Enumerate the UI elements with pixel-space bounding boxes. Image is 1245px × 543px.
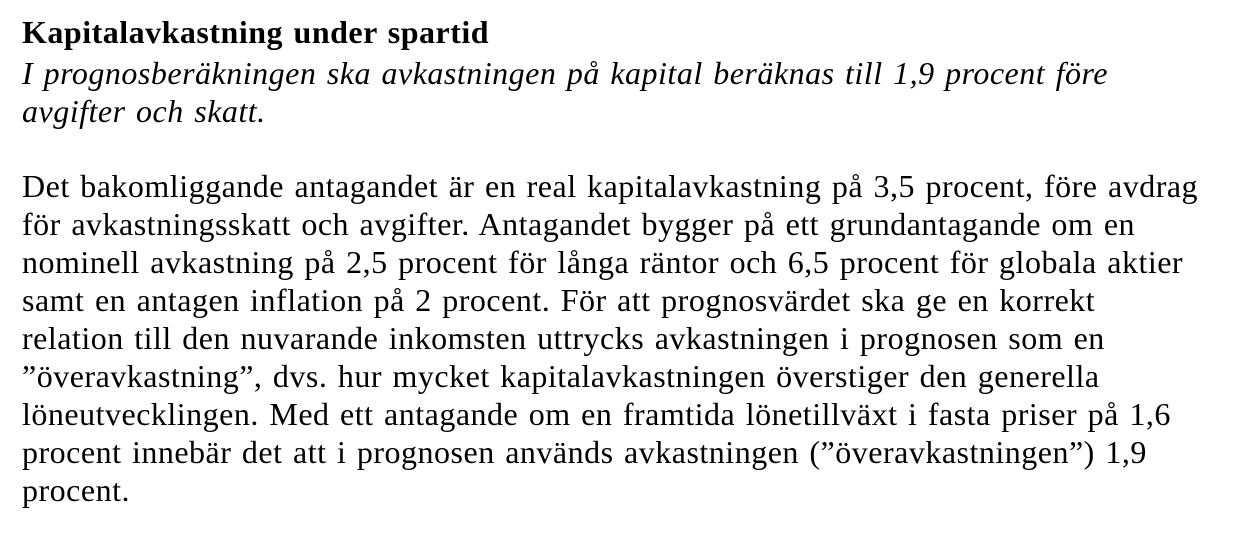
body-line-4: samt en antagen inflation på 2 procent. För att prognosvärdet ska ge en korrekt — [22, 282, 1096, 318]
section-heading: Kapitalavkastning under spartid — [22, 14, 490, 50]
body-line-1: Det bakomliggande antagandet är en real kapitalavkastning på 3,5 procent, före avdrag — [22, 168, 1199, 204]
body-line-2: för avkastningsskatt och avgifter. Antagandet bygger på ett grundantagande om en — [22, 206, 1136, 242]
body-line-6: ”överavkastning”, dvs. hur mycket kapitalavkastningen överstiger den generella — [22, 358, 1100, 394]
intro-line-1: I prognosberäkningen ska avkastningen på kapital beräknas till 1,9 procent före — [22, 55, 1108, 91]
body-line-5: relation till den nuvarande inkomsten uttrycks avkastningen i prognosen som en — [22, 320, 1105, 356]
intro-line-2: avgifter och skatt. — [22, 93, 266, 129]
body-line-7: löneutvecklingen. Med ett antagande om en framtida lönetillväxt i fasta priser på 1,6 — [22, 396, 1171, 432]
intro-paragraph — [22, 54, 1225, 130]
body-line-3: nominell avkastning på 2,5 procent för långa räntor och 6,5 procent för globala aktier — [22, 244, 1184, 280]
body-line-9: procent. — [22, 472, 130, 508]
body-line-8: procent innebär det att i prognosen används avkastningen (”överavkastningen”) 1,9 — [22, 434, 1147, 470]
body-paragraph — [22, 167, 1225, 509]
